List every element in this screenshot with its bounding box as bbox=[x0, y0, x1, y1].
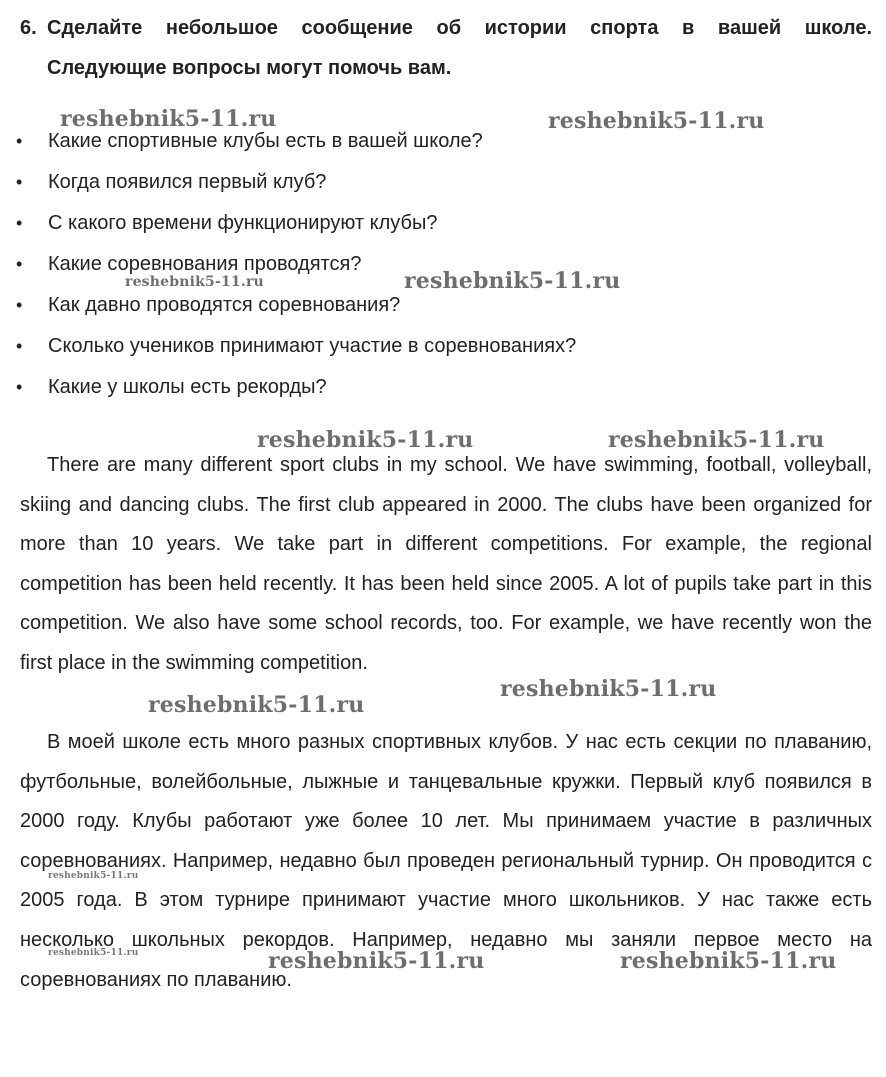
list-item bbox=[0, 244, 576, 285]
list-item bbox=[0, 367, 576, 408]
question-list bbox=[0, 121, 576, 408]
question-text: Какие соревнования проводятся? bbox=[48, 253, 362, 275]
question-text: Какие спортивные клубы есть в вашей школе? bbox=[48, 130, 483, 152]
list-item bbox=[0, 326, 576, 367]
watermark: reshebnik5-11.ru bbox=[500, 676, 717, 702]
list-item bbox=[0, 162, 576, 203]
watermark: reshebnik5-11.ru bbox=[608, 427, 825, 453]
question-text: С какого времени функционируют клубы? bbox=[48, 212, 438, 234]
task-heading bbox=[20, 8, 872, 88]
bullet-icon: • bbox=[16, 254, 23, 274]
task-instruction: Сделайте небольшое сообщение об истории спорта в вашей школе. bbox=[47, 17, 872, 39]
watermark: reshebnik5-11.ru bbox=[148, 692, 365, 718]
bullet-icon: • bbox=[16, 131, 23, 151]
bullet-icon: • bbox=[16, 213, 23, 233]
bullet-icon: • bbox=[16, 377, 23, 397]
watermark: reshebnik5-11.ru bbox=[404, 268, 621, 294]
list-item bbox=[0, 121, 576, 162]
task-number: 6. bbox=[20, 17, 37, 39]
watermark: reshebnik5-11.ru bbox=[257, 427, 474, 453]
watermark: reshebnik5-11.ru bbox=[60, 106, 277, 132]
watermark: reshebnik5-11.ru bbox=[48, 948, 139, 958]
bullet-icon: • bbox=[16, 295, 23, 315]
watermark: reshebnik5-11.ru bbox=[48, 871, 139, 881]
bullet-icon: • bbox=[16, 336, 23, 356]
question-text: Сколько учеников принимают участие в соревнованиях? bbox=[48, 335, 577, 357]
watermark: reshebnik5-11.ru bbox=[125, 274, 264, 290]
question-text: Когда появился первый клуб? bbox=[48, 171, 327, 193]
bullet-icon: • bbox=[16, 172, 23, 192]
watermark: reshebnik5-11.ru bbox=[620, 948, 837, 974]
watermark: reshebnik5-11.ru bbox=[268, 948, 485, 974]
question-text: Как давно проводятся соревнования? bbox=[48, 294, 401, 316]
task-line-2: Следующие вопросы могут помочь вам. bbox=[47, 57, 452, 79]
list-item bbox=[0, 203, 576, 244]
watermark: reshebnik5-11.ru bbox=[548, 108, 765, 134]
english-answer-paragraph: There are many different sport clubs in my school. We have swimming, football, volleyball, skiing and dancing clubs. The first club appeared in 2000. The clubs have been organized for more than 10 years. We take part in different competitions. For example, the regional competition has been held recently. It has been held since 2005. A lot of pupils take part in this competition. We also have some school records, too. For example, we have recently won the first place in the swimming competition. bbox=[20, 454, 872, 674]
task-line-1 bbox=[20, 8, 872, 48]
list-item bbox=[0, 285, 576, 326]
russian-answer-paragraph: В моей школе есть много разных спортивных клубов. У нас есть секции по плаванию, футбольные, волейбольные, лыжные и танцевальные кружки. Первый клуб появился в 2000 году. Клубы работают уже более 10 лет. Мы принимаем участие в различных соревнованиях. Например, недавно был проведен региональный турнир. Он проводится с 2005 года. В этом турнире принимают участие много школьников. У нас также есть несколько школьных рекордов. Например, недавно мы заняли первое место на соревнованиях по плаванию. bbox=[20, 731, 872, 991]
question-text: Какие у школы есть рекорды? bbox=[48, 376, 327, 398]
